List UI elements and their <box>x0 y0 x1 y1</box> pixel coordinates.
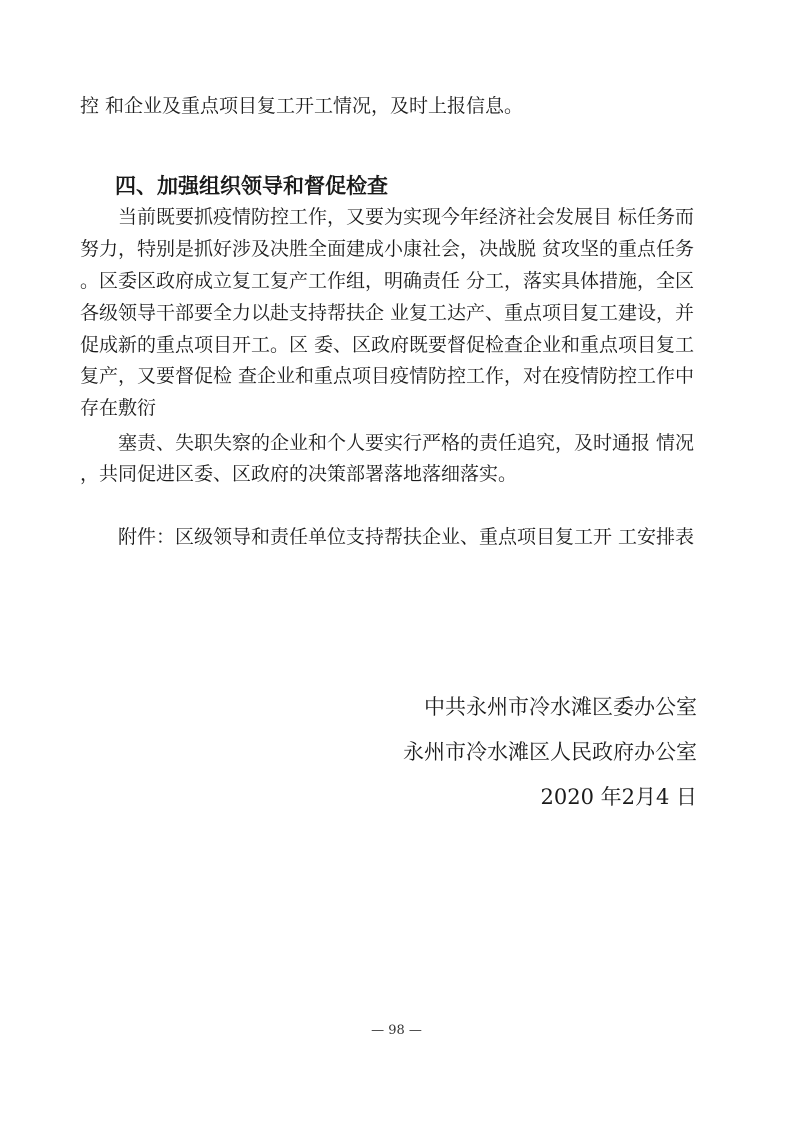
paragraph-line: 努力，特别是抓好涉及决胜全面建成小康社会，决战脱 贫攻坚的重点任务 <box>80 238 695 260</box>
paragraph-line: 存在敷衍 <box>80 397 157 419</box>
paragraph-line: 复产，又要督促检 查企业和重点项目疫情防控工作，对在疫情防控工作中 <box>80 365 695 387</box>
paragraph-line: 各级领导干部要全力以赴支持帮扶企 业复工达产、重点项目复工建设，并 <box>80 302 695 324</box>
issuing-office-1: 中共永州市冷水滩区委办公室 <box>424 695 697 719</box>
paragraph-line: 当前既要抓疫情防控工作，又要为实现今年经济社会发展目 标任务而 <box>118 206 695 228</box>
section-heading: 四、加强组织领导和督促检查 <box>115 174 388 198</box>
paragraph-line: ，共同促进区委、区政府的决策部署落地落细落实。 <box>80 463 518 485</box>
paragraph-line: 促成新的重点项目开工。区 委、区政府既要督促检查企业和重点项目复工 <box>80 334 695 356</box>
attachment-note: 附件：区级领导和责任单位支持帮扶企业、重点项目复工开 工安排表 <box>118 526 695 548</box>
issuing-office-2: 永州市冷水滩区人民政府办公室 <box>403 740 697 764</box>
paragraph-line: 。区委区政府成立复工复产工作组，明确责任 分工，落实具体措施，全区 <box>80 270 695 292</box>
continuation-line: 控 和企业及重点项目复工开工情况，及时上报信息。 <box>80 95 524 117</box>
page-number: — 98 — <box>371 1023 422 1038</box>
issue-date: 2020 年2月4 日 <box>540 785 697 809</box>
paragraph-line: 塞责、失职失察的企业和个人要实行严格的责任追究，及时通报 情况 <box>118 432 695 454</box>
